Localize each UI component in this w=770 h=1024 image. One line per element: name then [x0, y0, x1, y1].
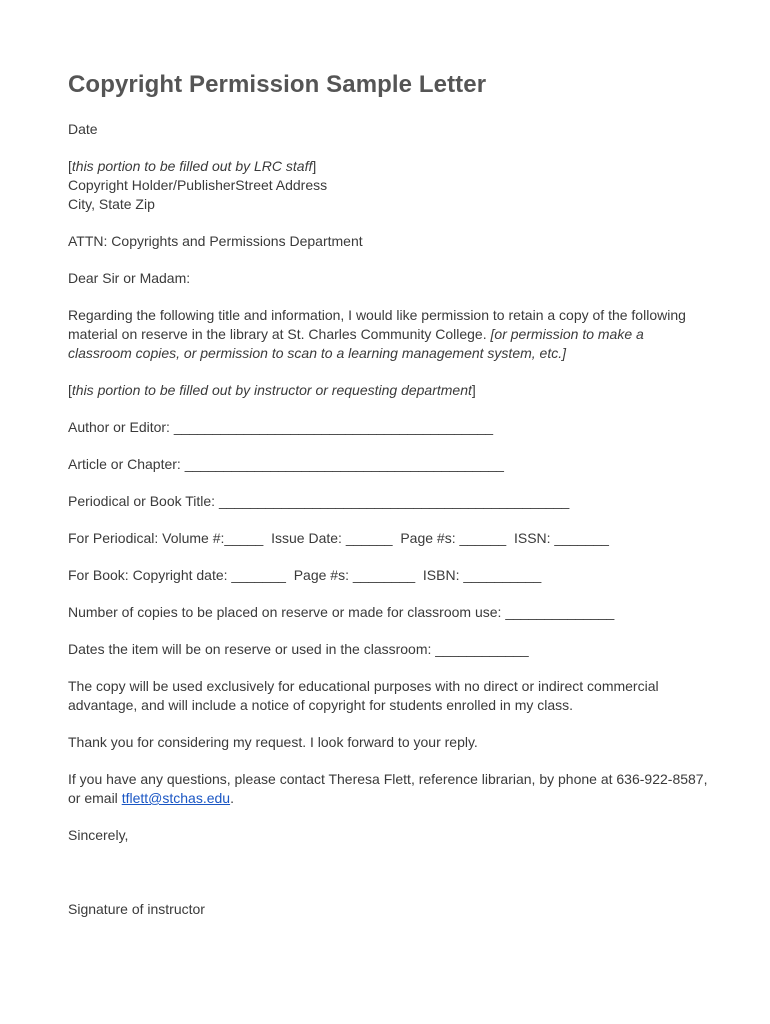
request-text: Regarding the following title and information, I would like permission to retain a copy of the following material on reserve in the library at St. Charles Community College.	[68, 307, 686, 342]
thanks-line: Thank you for considering my request. I look forward to your reply.	[68, 734, 478, 750]
holder-line: Copyright Holder/PublisherStreet Address	[68, 177, 328, 193]
lrc-address-block	[68, 157, 708, 214]
periodical-title-field[interactable]: Periodical or Book Title: _____________________________________________	[68, 493, 570, 509]
book-field[interactable]: For Book: Copyright date: _______ Page #s: ________ ISBN: __________	[68, 567, 542, 583]
contact-text: If you have any questions, please contact Theresa Flett, reference librarian, by phone at 636-922-8587, or email	[68, 771, 708, 806]
city-line: City, State Zip	[68, 196, 155, 212]
copies-field[interactable]: Number of copies to be placed on reserve or made for classroom use: ______________	[68, 604, 615, 620]
dates-field[interactable]: Dates the item will be on reserve or used in the classroom: ____________	[68, 641, 529, 657]
signature-space	[68, 863, 708, 900]
contact-end: .	[230, 790, 234, 806]
contact-paragraph	[68, 770, 708, 808]
article-field[interactable]: Article or Chapter: _________________________________________	[68, 456, 504, 472]
author-field[interactable]: Author or Editor: _________________________________________	[68, 419, 494, 435]
email-link[interactable]: tflett@stchas.edu	[121, 790, 231, 806]
request-italic: [or permission to make a classroom copies, or permission to scan to a learning management system, etc.]	[68, 326, 644, 361]
instructor-note: this portion to be filled out by instructor or requesting department	[71, 382, 472, 398]
date-line: Date	[68, 121, 98, 137]
page-title: Copyright Permission Sample Letter	[68, 71, 487, 98]
request-paragraph	[68, 306, 708, 363]
instructor-bracket-close: ]	[471, 382, 476, 398]
letter-body	[68, 120, 708, 937]
lrc-note: this portion to be filled out by LRC staff	[71, 158, 313, 174]
periodical-field[interactable]: For Periodical: Volume #:_____ Issue Date: ______ Page #s: ______ ISSN: _______	[68, 530, 609, 546]
lrc-bracket-close: ]	[312, 158, 317, 174]
attn-line: ATTN: Copyrights and Permissions Department	[68, 233, 363, 249]
usage-paragraph: The copy will be used exclusively for educational purposes with no direct or indirect commercial advantage, and will include a notice of copyright for students enrolled in my class.	[68, 678, 659, 713]
instructor-note-line	[68, 381, 708, 400]
instructor-bracket-open: [	[68, 382, 72, 398]
closing-line: Sincerely,	[68, 827, 129, 843]
salutation: Dear Sir or Madam:	[68, 270, 191, 286]
signature-line: Signature of instructor	[68, 901, 205, 917]
lrc-bracket-open: [	[68, 158, 72, 174]
